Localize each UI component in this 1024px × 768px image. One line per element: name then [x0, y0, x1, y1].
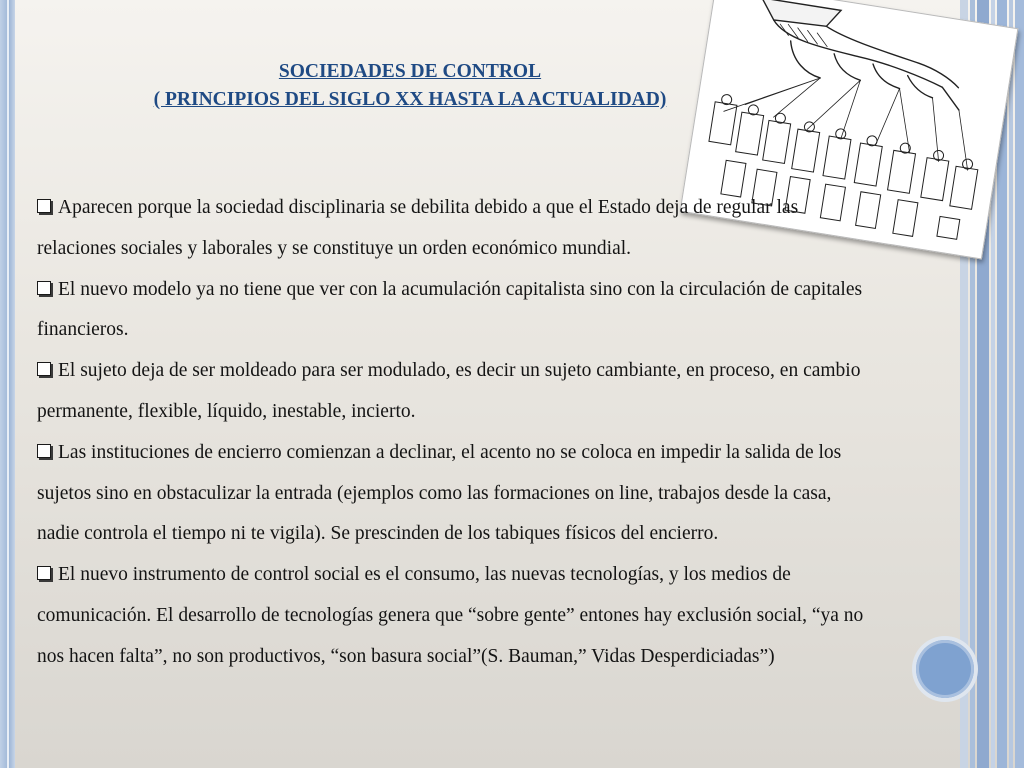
checkbox-bullet-icon — [37, 362, 51, 376]
bullet-text: El nuevo instrumento de control social es el consumo, las nuevas tecnologías, y los medios de comunicación. El desarrollo de tecnologías genera que “sobre gente” entones hay exclusión social, “ya no nos hacen falta”, no son productivos, “son basura social”(S. Bauman,” Vidas Desperdiciadas”) — [37, 564, 864, 667]
checkbox-bullet-icon — [37, 566, 51, 580]
bullet-item — [37, 555, 873, 677]
checkbox-bullet-icon — [37, 199, 51, 213]
decorative-circle — [916, 640, 974, 698]
checkbox-bullet-icon — [37, 281, 51, 295]
bullet-text: Las instituciones de encierro comienzan a declinar, el acento no se coloca en impedir la salida de los sujetos sino en obstaculizar la entrada (ejemplos como las formaciones on line, trabajos desde la casa, nadie controla el tiempo ni te vigila). Se prescinden de los tabiques físicos del encierro. — [37, 441, 842, 545]
slide-title-line-1: SOCIEDADES DE CONTROL — [278, 61, 542, 82]
bullet-text: Aparecen porque la sociedad disciplinaria se debilita debido a que el Estado deja de regular las relaciones sociales y laborales y se constituye un orden económico mundial. — [37, 197, 799, 259]
bullet-text: El nuevo modelo ya no tiene que ver con la acumulación capitalista sino con la circulación de capitales financieros. — [37, 278, 863, 341]
bullet-text: El sujeto deja de ser moldeado para ser modulado, es decir un sujeto cambiante, en proceso, en cambio permanente, flexible, líquido, inestable, incierto. — [37, 360, 861, 422]
checkbox-bullet-icon — [37, 444, 51, 458]
bullet-item — [37, 433, 873, 555]
left-accent-bar — [0, 0, 15, 768]
bullet-item — [37, 351, 873, 433]
bullet-list — [37, 188, 873, 678]
slide-title-line-2: ( PRINCIPIOS DEL SIGLO XX HASTA LA ACTUALIDAD) — [153, 89, 667, 110]
bullet-item — [37, 188, 873, 270]
bullet-item — [37, 270, 873, 352]
